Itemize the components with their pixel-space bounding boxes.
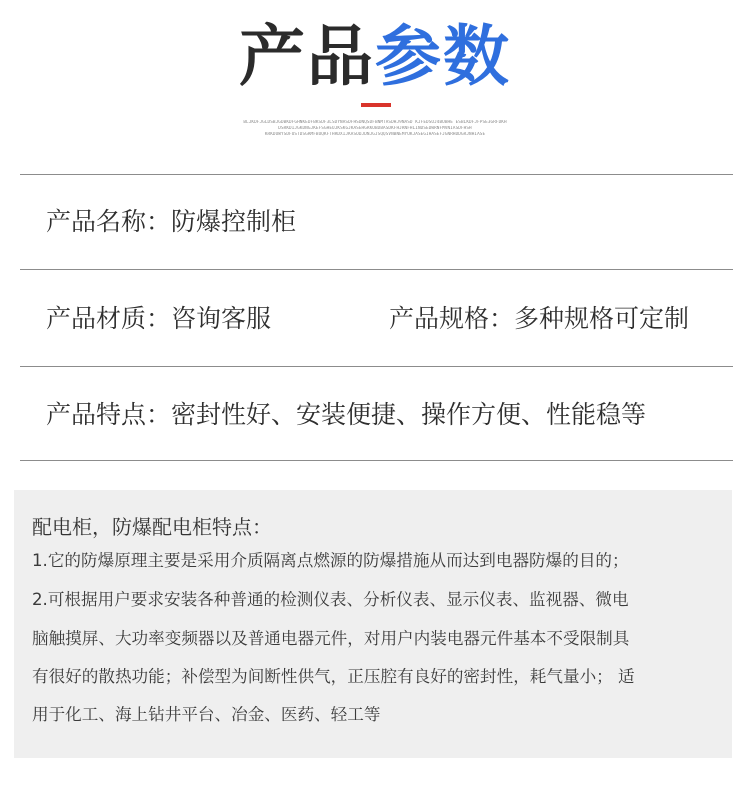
product-name-row xyxy=(46,205,296,239)
title-part-2: 参数 xyxy=(375,18,511,95)
description-title: 配电柜，防爆配电柜特点： xyxy=(32,515,272,539)
product-name-value: 防爆控制柜 xyxy=(171,207,297,236)
product-spec-label: 产品规格： xyxy=(389,304,515,333)
title-underline-accent xyxy=(361,103,391,107)
title-part-1: 产品 xyxy=(239,18,375,95)
description-line-5: 用于化工、海上钻井平台、冶金、医药、轻工等 xyxy=(32,705,381,724)
decorative-code-line-1: BLJKDFJGLDSBJGDBKDFGHNKEDFBKSDF3LSDYNASDFHSDNQSDFBNMTASDHJ9NASD KJFEDSUJ4BUBHE ESBLKDFJFPSE3GRFDKH xyxy=(243,120,507,125)
description-line-4: 有很好的散热功能；补偿型为间断性供气，正压腔有良好的密封性，耗气量小； 适 xyxy=(32,667,635,686)
description-panel xyxy=(14,490,732,758)
product-material-value: 咨询客服 xyxy=(171,304,272,333)
product-feature-value: 密封性好、安装便捷、操作方便、性能稳等 xyxy=(171,400,647,429)
product-spec-row xyxy=(389,302,689,336)
product-material-row xyxy=(46,302,271,336)
product-feature-label: 产品特点： xyxy=(46,400,172,429)
page-title xyxy=(0,16,750,98)
divider-4 xyxy=(20,460,733,461)
description-line-1: 1.它的防爆原理主要是采用介质隔离点燃源的防爆措施从而达到电器防爆的目的； xyxy=(32,551,629,570)
decorative-code-line-3: KRKDUWYSDFUSTDSGRMFBUQKFTHRDXIJKASODJDNJGJSQQSVNBNEMYUKJASEGIHASEFJGNRHDDGRJNHIASE xyxy=(264,132,486,137)
description-line-3: 脑触摸屏、大功率变频器以及普通电器元件，对用户内装电器元件基本不受限制具 xyxy=(32,629,630,648)
decorative-code-line-2: DSRKDIJGKDNGJKEFSGHEUJKSKGJKASEHGRKOBDBASDKFHJRNFHLINDSEDWRNFMVNIASDFHSH xyxy=(278,126,472,131)
product-spec-value: 多种规格可定制 xyxy=(514,304,690,333)
divider-3 xyxy=(20,366,733,367)
description-line-2: 2.可根据用户要求安装各种普通的检测仪表、分析仪表、显示仪表、监视器、微电 xyxy=(32,590,629,609)
divider-2 xyxy=(20,269,733,270)
product-feature-row xyxy=(46,398,646,432)
product-name-label: 产品名称： xyxy=(46,207,172,236)
divider-1 xyxy=(20,174,733,175)
product-material-label: 产品材质： xyxy=(46,304,172,333)
